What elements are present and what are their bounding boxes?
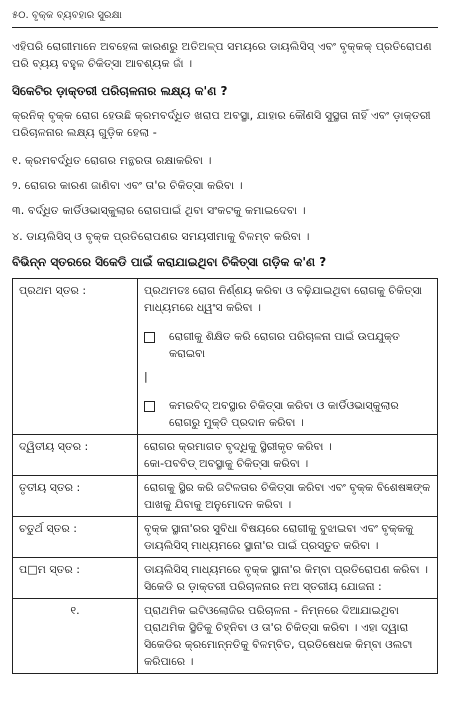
goal-item: ୧. କ୍ରମବର୍ଦ୍ଧିତ ରୋଗର ମନ୍ଥରତା ରକ୍ଷାକରିବା ।: [12, 153, 212, 167]
goal-item: ୪. ଡାୟଲିସିସ୍ ଓ ବୃକ୍କ ପ୍ରତିରୋପଣର ସମୟସୀମାକୁ ବିଳମ୍ବ କରିବା ।: [12, 229, 310, 243]
goals-list: [12, 152, 438, 245]
checkbox-bullet-icon: [144, 332, 155, 343]
stages-table: [12, 278, 438, 675]
intro-paragraph: ଏହିପରି ରୋଗୀମାନେ ଅବହେଳା କାରଣରୁ ଅତିଅଳ୍ପ ସମୟରେ ଡାୟଲିସିସ୍ ଏବଂ ବୃକ୍କକ୍ ପ୍ରତିରୋପଣ ପରି ବ୍ୟୟ ବହୁଳ ଚିକିତ୍ସା ଆବଶ୍ୟକ ଜାଁ ।: [12, 39, 432, 70]
stray-mark: |: [144, 369, 148, 383]
bullet-text: କମରବିଦ୍ ଅବସ୍ଥାର ଚିକିତ୍ସା କରିବା ଓ କାର୍ଡିଓଭାସ୍କୁଲାର ରୋଗରୁ ମୁକ୍ତି ପ୍ରଦାନ କରିବା ।: [169, 398, 399, 429]
stage-label: ପ□ମ ସ୍ତର :: [13, 558, 138, 599]
stage-description: [138, 278, 438, 434]
stage-label: ତୃତୀୟ ସ୍ତର :: [13, 475, 138, 516]
goals-heading: ସିକେଟିର ଡ଼ାକ୍ତରୀ ପରିଚାଳନାର ଲକ୍ଷ୍ୟ କ'ଣ ?: [12, 84, 228, 99]
stage-text: ପ୍ରଥମତଃ ରୋଗ ନିର୍ଣ୍ଣୟ କରିବା ଓ ବଢ଼ିଯାଇଥିବା ରୋଗକୁ ଚିକିତ୍ସା ମାଧ୍ୟମରେ ଧ୍ୱଂସ କରିବା ।: [144, 283, 422, 314]
checkbox-bullet-icon: [144, 401, 155, 412]
list-item: [144, 397, 431, 431]
stage-description: ବୃକ୍କ ସ୍ଥାନା'ରର ସୁବିଧା ବିଷୟରେ ରୋଗୀକୁ ବୁଝାଇବା ଏବଂ ବୃକ୍କକୁ ଡାୟଲିସିସ୍ ମାଧ୍ୟମରେ ସ୍ଥାନା'ର ପାଇଁ ପ୍ରସ୍ତୁତ କରିବା ।: [138, 517, 438, 558]
goal-item: ୨. ରୋଗର କାରଣ ଜାଣିବା ଏବଂ ତା'ର ଚିକିତ୍ସା କରିବା ।: [12, 178, 243, 192]
list-item: [144, 328, 431, 362]
table-row: [13, 517, 438, 558]
table-row: [13, 278, 438, 434]
stage-label: ଚତୁର୍ଥ ସ୍ତର :: [13, 517, 138, 558]
plan-number: ୧.: [13, 599, 138, 674]
table-row: [13, 599, 438, 674]
table-row: [13, 558, 438, 599]
stage-description: [138, 434, 438, 475]
bullet-text: ରୋଗୀକୁ ଶିକ୍ଷିତ କରି ରୋଗର ପରିଚାଳନା ପାଇଁ ଉପଯୁକ୍ତ କରାଇବା: [169, 329, 400, 360]
table-row: [13, 475, 438, 516]
plan-description: ପ୍ରାଥମିକ ଇଟିଓଲୋଜିର ପରିଚାଳନା - ନିମ୍ନରେ ଦିଆଯାଇଥିବା ପ୍ରାଥମିକ ସ୍ଥିତିକୁ ଚିହ୍ନିବା ଓ ତା'ର ଚିକିତ୍ସା କରିବା । ଏହା ଦ୍ୱାରା ସିକେଡିର କ୍ରମୋନ୍ନତିକୁ ବିଳମ୍ବିତ, ପ୍ରତିଷେଧକ କିମ୍ବା ଓଲଟା କରିପାରେ ।: [138, 599, 438, 674]
stage-label: ପ୍ରଥମ ସ୍ତର :: [13, 278, 138, 434]
stage-text: କୋ-ପବବିଡ୍ ଅବସ୍ଥାକୁ ଚିକିତ୍ସା କରିବା ।: [144, 456, 309, 470]
table-heading: ବିଭିନ୍ନ ସ୍ତରରେ ସିକେଡି ପାଇଁ କରାଯାଇଥିବା ଚିକିତ୍ସା ଗଡ଼ିକ କ'ଣ ?: [12, 254, 327, 269]
running-head: ୫୦. ବୃକ୍କ ବ୍ୟବହାର ସୁରକ୍ଷା: [12, 8, 438, 28]
stage-description: ରୋଗକୁ ସ୍ଥିର କରି ଜଟିଳତାର ଚିକିତ୍ସା କରିବା ଏବଂ ବୃକ୍କ ବିଶେଷଜ୍ଞଙ୍କ ପାଖକୁ ଯିବାକୁ ଅନୁମୋଦନ କରିବା ।: [138, 475, 438, 516]
goal-item: ୩. ବର୍ଦ୍ଧିତ କାର୍ଡିଓଭାସ୍କୁଲାର ରୋଗପାଇଁ ଥିବା ସଂକଟକୁ କମାଇଦେବା ।: [12, 204, 306, 218]
stage-label: ଦ୍ୱିତୀୟ ସ୍ତର :: [13, 434, 138, 475]
stage-description: ଡାୟଲିସିସ୍ ମାଧ୍ୟମରେ ବୃକ୍କ ସ୍ଥାନା'ର କିମ୍ବା ପ୍ରତିରୋପଣ କରିବା ।ସିକେଡି ର ଡ଼ାକ୍ତରୀ ପରିଚାଳନାର ନଅ ସ୍ତରୀୟ ଯୋଜନା :: [138, 558, 438, 599]
goals-intro: କ୍ରନିକ୍ ବୃକ୍କ ରୋଗ ହେଉଛି କ୍ରମବର୍ଦ୍ଧିତ ଖରାପ ଅବସ୍ଥା, ଯାହାର କୌଣସି ସୁସ୍ଥତା ନାହିଁ ଏବଂ ଡ଼ାକ୍ତରୀ ପରିଚାଳନାର ଲକ୍ଷ୍ୟ ଗୁଡ଼ିକ ହେଲା -: [12, 108, 431, 140]
stage-text: ରୋଗର କ୍ରମାଗତ ବୃଦ୍ଧିକୁ ସ୍ଥିରୀକୃତ କରିବା ।: [144, 439, 332, 453]
table-row: [13, 434, 438, 475]
